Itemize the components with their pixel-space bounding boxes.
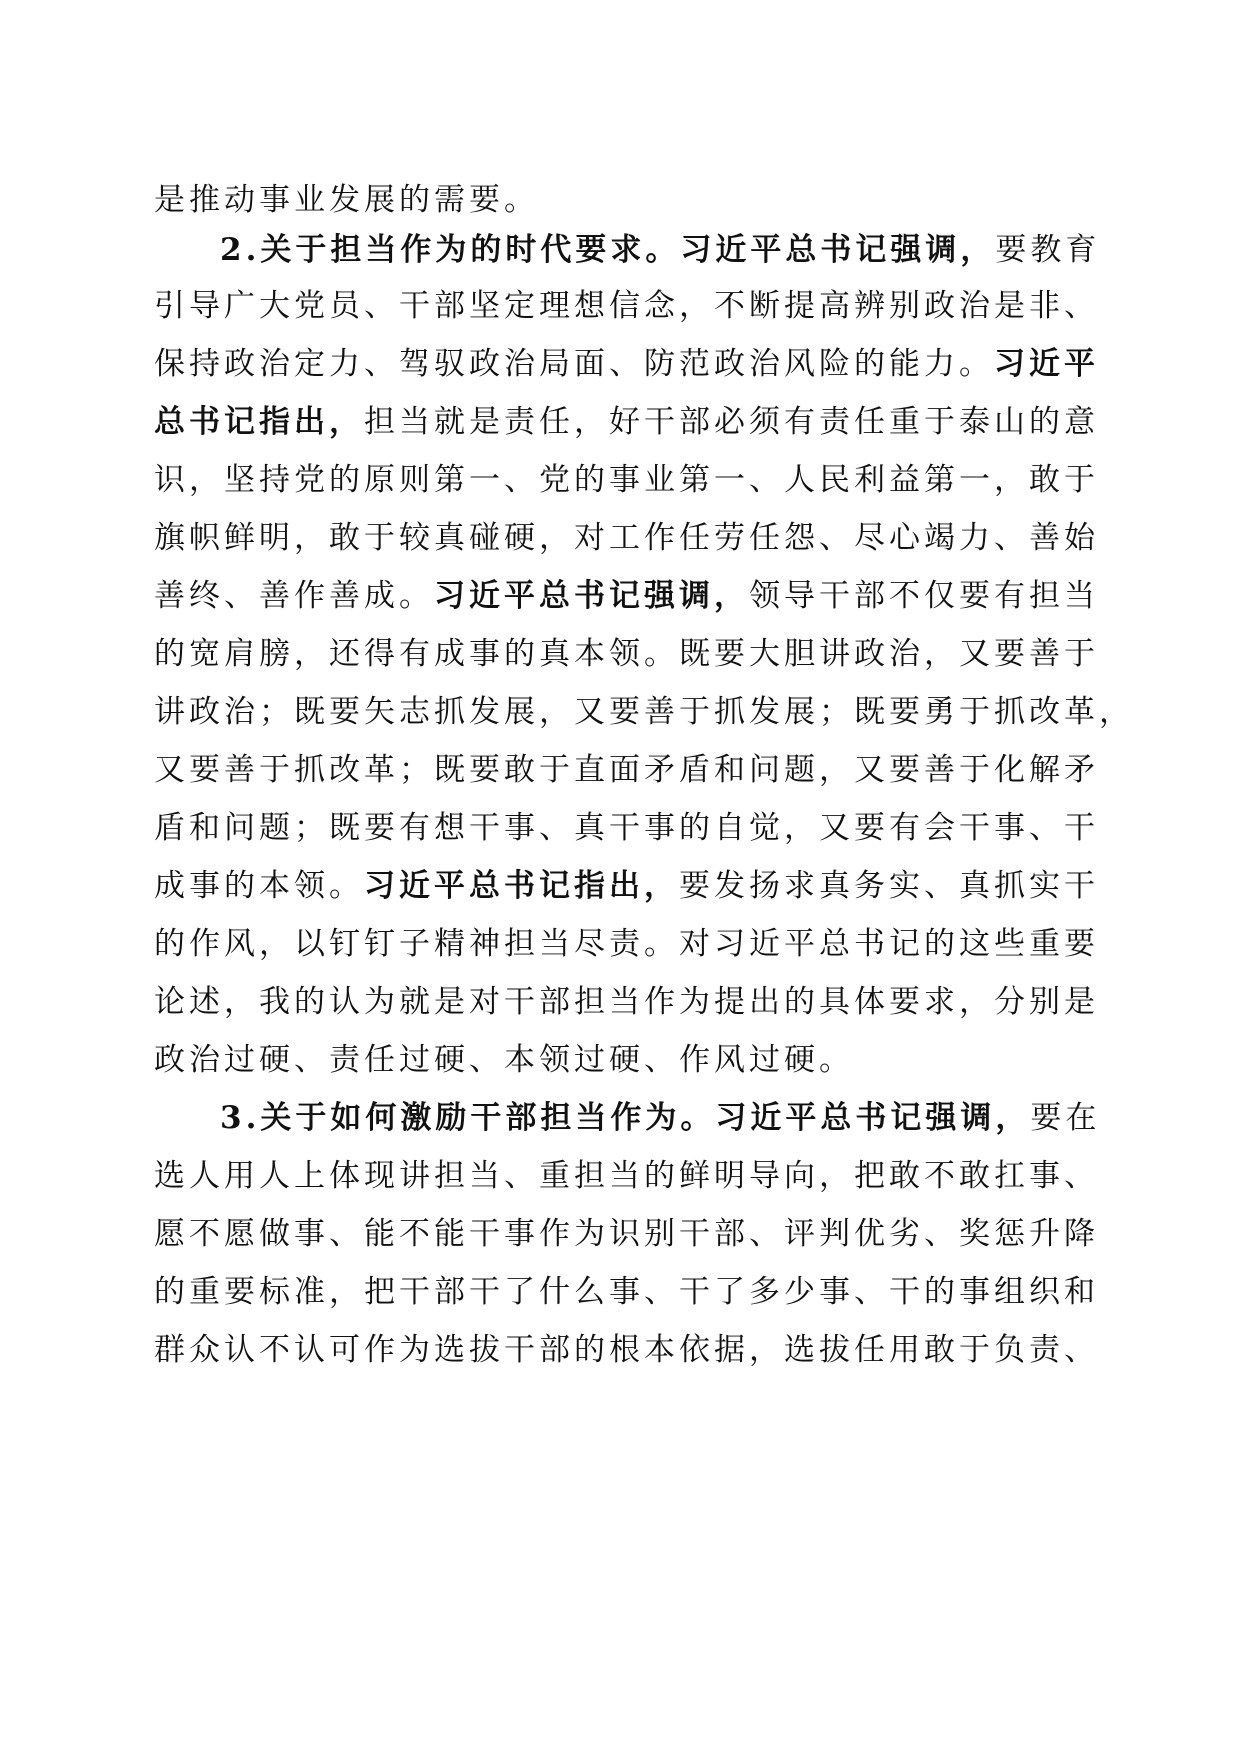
- text-line: [154, 180, 1094, 220]
- body-text: 是推动事业发展的需要。: [154, 182, 539, 218]
- text-line: [220, 1098, 1101, 1138]
- text-line: [154, 460, 1099, 500]
- bold-text: 3.关于如何激励干部担当作为。习近平总书记强调，: [220, 1100, 1031, 1136]
- bold-text: 习近平总书记指出，: [364, 868, 679, 904]
- text-line: [154, 402, 1099, 442]
- body-text: 保持政治定力、驾驭政治局面、防范政治风险的能力。: [154, 346, 994, 382]
- body-text: 担当就是责任，好干部必须有责任重于泰山的意: [364, 404, 1099, 440]
- body-text: 论述，我的认为就是对干部担当作为提出的具体要求，分别是: [154, 984, 1099, 1020]
- body-text: 识，坚持党的原则第一、党的事业第一、人民利益第一，敢于: [154, 462, 1099, 498]
- bold-text: 习近平: [994, 346, 1099, 382]
- text-line: [154, 1156, 1099, 1196]
- body-text: 盾和问题；既要有想干事、真干事的自觉，又要有会干事、干: [154, 810, 1099, 846]
- body-text: 成事的本领。: [154, 868, 364, 904]
- body-text: 善终、善作善成。: [154, 578, 434, 614]
- text-line: [154, 750, 1099, 790]
- text-line: [220, 230, 1101, 270]
- body-text: 领导干部不仅要有担当: [749, 578, 1099, 614]
- body-text: 讲政治；既要矢志抓发展，又要善于抓发展；既要勇于抓改革，: [154, 694, 1134, 730]
- text-line: [154, 1040, 1094, 1080]
- text-line: [154, 576, 1099, 616]
- text-line: [154, 692, 1134, 732]
- text-line: [154, 286, 1099, 326]
- text-line: [154, 344, 1099, 384]
- body-text: 旗帜鲜明，敢于较真碰硬，对工作任劳任怨、尽心竭力、善始: [154, 520, 1099, 556]
- bold-text: 总书记指出，: [154, 404, 364, 440]
- bold-text: 2.关于担当作为的时代要求。习近平总书记强调，: [220, 232, 996, 268]
- body-text: 政治过硬、责任过硬、本领过硬、作风过硬。: [154, 1042, 854, 1078]
- text-line: [154, 634, 1099, 674]
- text-line: [154, 1272, 1099, 1312]
- text-line: [154, 518, 1099, 558]
- body-text: 选人用人上体现讲担当、重担当的鲜明导向，把敢不敢扛事、: [154, 1158, 1099, 1194]
- body-text: 要发扬求真务实、真抓实干: [679, 868, 1099, 904]
- body-text: 要在: [1030, 1100, 1101, 1136]
- body-text: 引导广大党员、干部坚定理想信念，不断提高辨别政治是非、: [154, 288, 1099, 324]
- body-text: 要教育: [995, 232, 1101, 268]
- text-line: [154, 1330, 1099, 1370]
- body-text: 愿不愿做事、能不能干事作为识别干部、评判优劣、奖惩升降: [154, 1216, 1099, 1252]
- text-line: [154, 866, 1099, 906]
- text-line: [154, 808, 1099, 848]
- text-line: [154, 1214, 1099, 1254]
- body-text: 的重要标准，把干部干了什么事、干了多少事、干的事组织和: [154, 1274, 1099, 1310]
- body-text: 群众认不认可作为选拔干部的根本依据，选拔任用敢于负责、: [154, 1332, 1099, 1368]
- bold-text: 习近平总书记强调，: [434, 578, 749, 614]
- text-line: [154, 982, 1099, 1022]
- body-text: 的作风，以钉钉子精神担当尽责。对习近平总书记的这些重要: [154, 926, 1099, 962]
- body-text: 的宽肩膀，还得有成事的真本领。既要大胆讲政治，又要善于: [154, 636, 1099, 672]
- text-line: [154, 924, 1099, 964]
- body-text: 又要善于抓改革；既要敢于直面矛盾和问题，又要善于化解矛: [154, 752, 1099, 788]
